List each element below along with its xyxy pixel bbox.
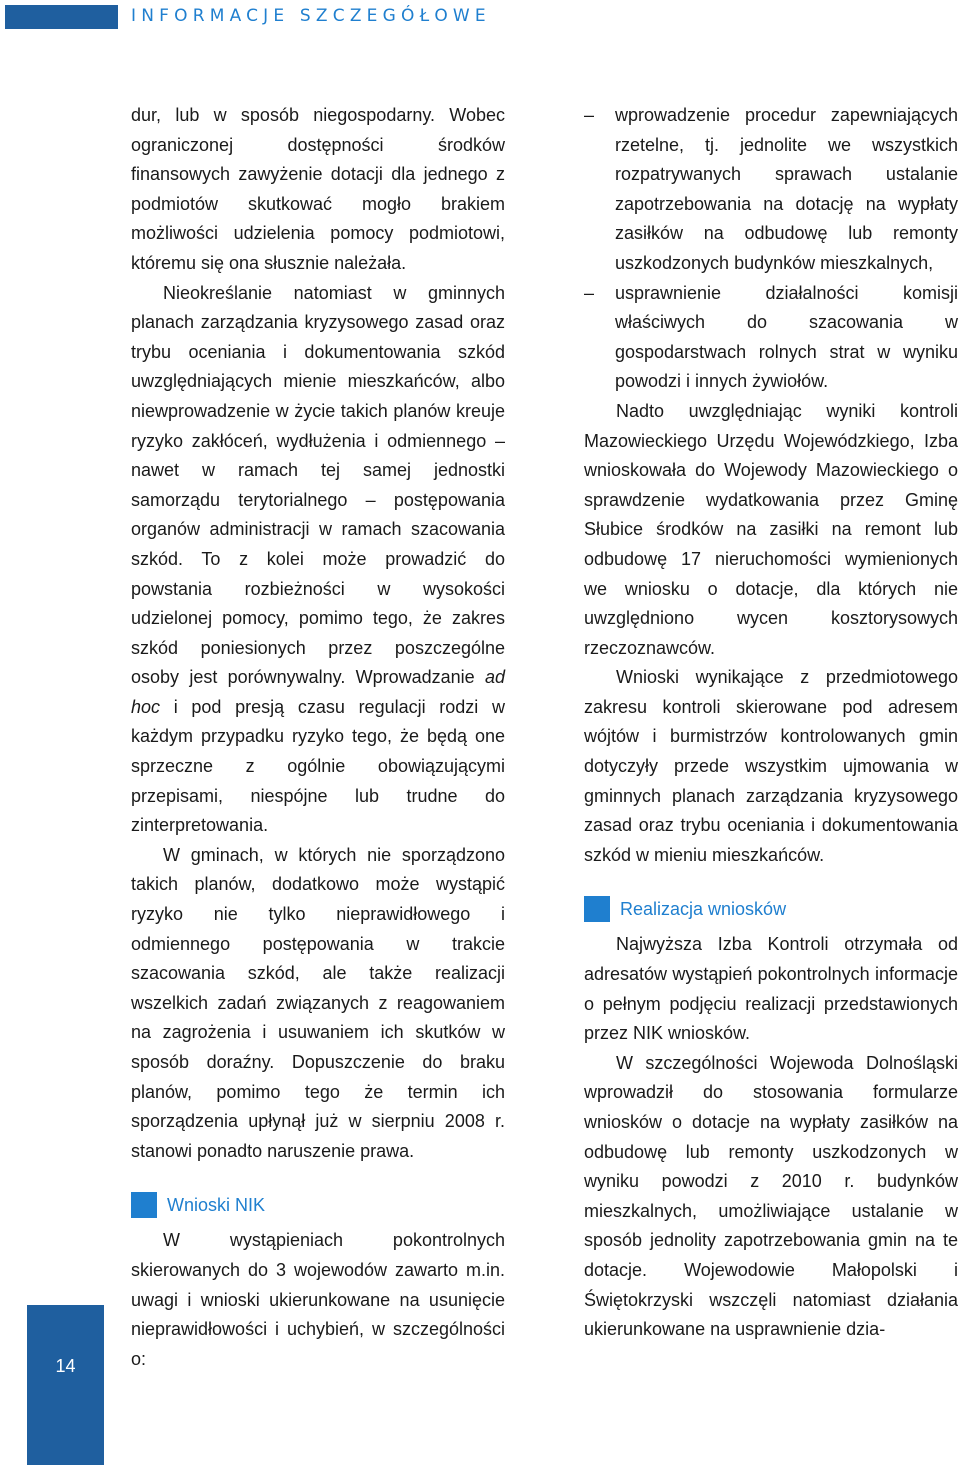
- heading-square-icon: [584, 896, 610, 922]
- left-paragraph-1: dur, lub w sposób niegospodarny. Wobec ograniczonej dostępności środków finansowych zawyżenie dotacji dla jednego z podmiotów skutkować mogło brakiem możliwości udzielenia pomocy podmiotowi, któremu się ona słusznie należała.: [131, 105, 505, 273]
- left-column: [131, 101, 505, 1374]
- section-heading-realizacja-label: Realizacja wniosków: [620, 899, 787, 920]
- list-item: [584, 279, 958, 397]
- list-item-text: wprowadzenie procedur zapewniających rzetelne, tj. jednolite we wszystkich rozpatrywanych sprawach ustalanie zapotrzebowania na dotację na wypłaty zasiłków na odbudowę lub remonty uszkodzonych budynków mieszkalnych,: [615, 105, 958, 273]
- left-paragraph-2: [131, 279, 505, 841]
- right-column: [584, 101, 958, 1345]
- section-heading-wnioski: [131, 1192, 505, 1218]
- section-heading-wnioski-label: Wnioski NIK: [167, 1195, 266, 1216]
- dash-bullet: –: [584, 282, 595, 303]
- left-paragraph-3: W gminach, w których nie sporządzono takich planów, dodatkowo może wystąpić ryzyko nie tylko nieprawidłowego i odmiennego postępowania w trakcie szacowania szkód, ale także realizacji wszelkich zadań związanych z reagowaniem na zagrożenia i usuwaniem ich skutków w sposób doraźny. Dopuszczenie do braku planów, pomimo tego że termin ich sporządzenia upłynął już w sierpniu 2008 r. stanowi ponadto naruszenie prawa.: [131, 844, 505, 1161]
- left-paragraph-4: W wystąpieniach pokontrolnych skierowanych do 3 wojewodów zawarto m.in. uwagi i wnioski ukierunkowane na usunięcie nieprawidłowości i uchybień, w szczególności o:: [131, 1230, 505, 1369]
- right-paragraph-2: Wnioski wynikające z przedmiotowego zakresu kontroli skierowane pod adresem wójtów i burmistrzów kontrolowanych gmin dotyczyły przede wszystkim ujmowania w gminnych planach zarządzania kryzysowego zasad oraz trybu oceniania i dokumentowania szkód w mieniu mieszkańców.: [584, 667, 958, 865]
- page-tab: [27, 1305, 104, 1465]
- right-paragraph-1: Nadto uwzględniając wyniki kontroli Mazowieckiego Urzędu Wojewódzkiego, Izba wnioskowała do Wojewody Mazowieckiego o sprawdzenie wydatkowania przez Gminę Słubice środków na zasiłki na remont lub odbudowę 17 nieruchomości wymienionych we wniosku o dotacje, dla których nie uwzględniono wycen kosztorysowych rzeczoznawców.: [584, 400, 958, 658]
- list-item-text: usprawnienie działalności komisji właściwych do szacowania w gospodarstwach rolnych strat w wyniku powodzi i innych żywiołów.: [615, 282, 958, 392]
- left-paragraph-2-end: i pod presją czasu regulacji rodzi w każdym przypadku ryzyko tego, że będą one sprzeczne z ogólnie obowiązującymi przepisami, niespójne lub trudne do zinterpretowania.: [131, 696, 505, 836]
- header-bar: [5, 5, 118, 29]
- page-number: 14: [55, 1356, 76, 1376]
- heading-square-icon: [131, 1192, 157, 1218]
- list-item: [584, 101, 958, 279]
- dash-bullet: –: [584, 105, 595, 125]
- left-paragraph-2-start: Nieokreślanie natomiast w gminnych planach zarządzania kryzysowego zasad oraz trybu oceniania i dokumentowania szkód uwzględniających mienie mieszkańców, albo niewprowadzenie w życie takich planów kreuje ryzyko zakłóceń, wydłużenia i odmiennego – nawet w ramach tej samej jednostki samorządu terytorialnego – postępowania organów administracji w ramach szacowania szkód. To z kolei może prowadzić do powstania rozbieżności w wysokości udzielonej pomocy, pomimo tego, że zakres szkód poniesionych przez poszczególne osoby jest porównywalny. Wprowadzanie: [131, 282, 505, 688]
- header-title: INFORMACJE SZCZEGÓŁOWE: [131, 6, 491, 26]
- right-paragraph-4: W szczególności Wojewoda Dolnośląski wprowadził do stosowania formularze wniosków o dotacje na wypłaty zasiłków na odbudowę lub remonty uszkodzonych w wyniku powodzi z 2010 r. budynków mieszkalnych, umożliwiające ustalanie w sposób jednolity zapotrzebowania gmin na te dotacje. Wojewodowie Małopolski i Świętokrzyski wszczęli natomiast działania ukierunkowane na usprawnienie dzia-: [584, 1052, 958, 1340]
- section-heading-realizacja: [584, 896, 958, 922]
- left-paragraph-2-italic: ad hoc: [131, 667, 505, 717]
- right-paragraph-3: Najwyższa Izba Kontroli otrzymała od adresatów wystąpień pokontrolnych informacje o pełnym podjęciu realizacji przedstawionych przez NIK wniosków.: [584, 934, 958, 1044]
